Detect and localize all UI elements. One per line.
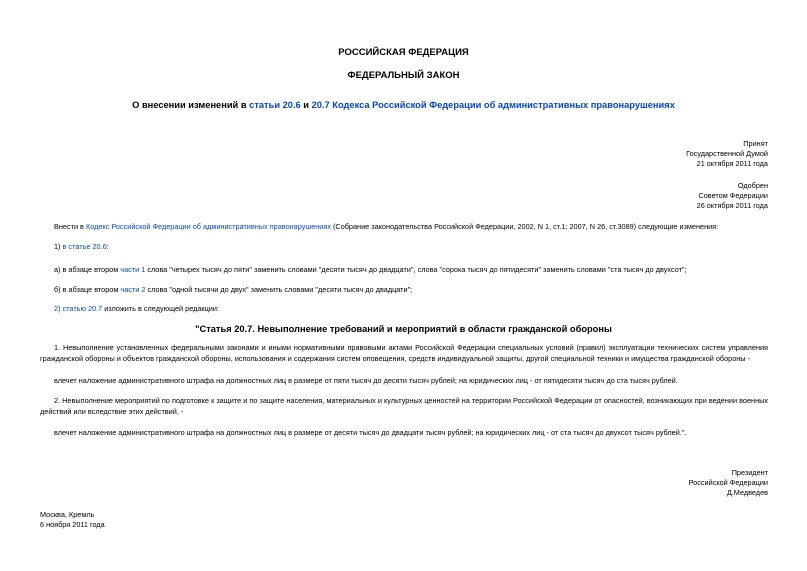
- signature-name: Д.Медведев: [726, 488, 768, 497]
- article-penalty-2: влечет наложение административного штрафа на должностных лиц в размере от десяти тысяч до двадцати тысяч рублей; на юридических лиц - от ста тысяч до двухсот тысяч рублей.".: [54, 428, 687, 437]
- signature-country: Российской Федерации: [688, 478, 768, 487]
- link-part-1[interactable]: части 1: [120, 265, 146, 274]
- item-1a-suffix: слова "четырех тысяч до пяти" заменить словами "десяти тысяч до двадцати", слова "сорока тысяч до пятидесяти" заменить словами "ста тысяч до двухсот";: [145, 265, 687, 274]
- law-title-prefix: О внесении изменений в: [132, 100, 250, 110]
- place-name: Москва, Кремль: [40, 510, 95, 519]
- signature-block: [689, 468, 768, 498]
- approved-body: Советом Федерации: [698, 191, 768, 200]
- item-1-prefix: 1): [54, 242, 63, 251]
- link-part-2[interactable]: части 2: [120, 285, 146, 294]
- intro-prefix: Внести в: [54, 222, 86, 231]
- article-penalty-1: влечет наложение административного штрафа на должностных лиц в размере от пяти тысяч до десяти тысяч рублей; на юридических лиц - от пятидесяти тысяч до ста тысяч рублей.: [54, 376, 678, 385]
- item-1-suffix: :: [106, 242, 109, 251]
- article-paragraph-2: 2. Невыполнение мероприятий по подготовке к защите и по защите населения, материальных и культурных ценностей на территории Российской Федерации от опасностей, возникающих при ведении военных действий или вследствие этих действий, -: [40, 396, 768, 416]
- adopted-date: 21 октября 2011 года: [696, 159, 768, 168]
- approved-block: [697, 181, 768, 211]
- signature-title: Президент: [731, 468, 768, 477]
- item-1a-prefix: а) в абзаце втором: [54, 265, 121, 274]
- adopted-label: Принят: [743, 139, 768, 148]
- item-2: [54, 303, 219, 314]
- article-paragraph-1: 1. Невыполнение установленных федеральными законами и иными нормативными правовыми актами Российской Федерации специальных условий (правил) эксплуатации технических систем управления гражданской обороны и объектов гражданской обороны, использования и содержания систем оповещения, средств индивидуальной защиты, другой специальной техники и имущества гражданской обороны -: [40, 343, 768, 363]
- article-title: "Статья 20.7. Невыполнение требований и мероприятий в области гражданской обороны: [195, 324, 612, 334]
- law-title: [0, 100, 807, 110]
- adopted-body: Государственной Думой: [686, 149, 768, 158]
- item-2-suffix: изложить в следующей редакции:: [102, 304, 219, 313]
- place-date-block: [40, 510, 105, 530]
- law-type-heading: ФЕДЕРАЛЬНЫЙ ЗАКОН: [347, 70, 460, 81]
- place-date: 6 ноября 2011 года: [40, 520, 105, 529]
- approved-label: Одобрен: [737, 181, 768, 190]
- intro-paragraph: [54, 221, 774, 232]
- intro-suffix: (Собрание законодательства Российской Федерации, 2002, N 1, ст.1; 2007, N 26, ст.3089) следующие изменения:: [330, 222, 719, 231]
- item-1b-suffix: слова "одной тысячи до двух" заменить словами "десяти тысяч до двадцати";: [145, 285, 413, 294]
- law-title-middle: и: [300, 100, 312, 110]
- item-1: [54, 241, 109, 252]
- link-coap-code-intro[interactable]: Кодекс Российской Федерации об административных правонарушениях: [85, 222, 331, 231]
- link-article-20-7[interactable]: 20.7: [311, 100, 330, 110]
- link-article-20-7-item[interactable]: 2) статью 20.7: [54, 304, 103, 313]
- link-coap-code[interactable]: Кодекса Российской Федерации об административных правонарушениях: [329, 100, 675, 110]
- item-1a: [54, 264, 774, 275]
- approved-date: 26 октября 2011 года: [696, 201, 768, 210]
- link-article-20-6-item[interactable]: в статье 20.6: [62, 242, 107, 251]
- country-heading: РОССИЙСКАЯ ФЕДЕРАЦИЯ: [338, 47, 469, 58]
- link-article-20-6[interactable]: статьи 20.6: [249, 100, 301, 110]
- item-1b-prefix: б) в абзаце втором: [54, 285, 121, 294]
- adopted-block: [686, 139, 768, 169]
- item-1b: [54, 284, 412, 295]
